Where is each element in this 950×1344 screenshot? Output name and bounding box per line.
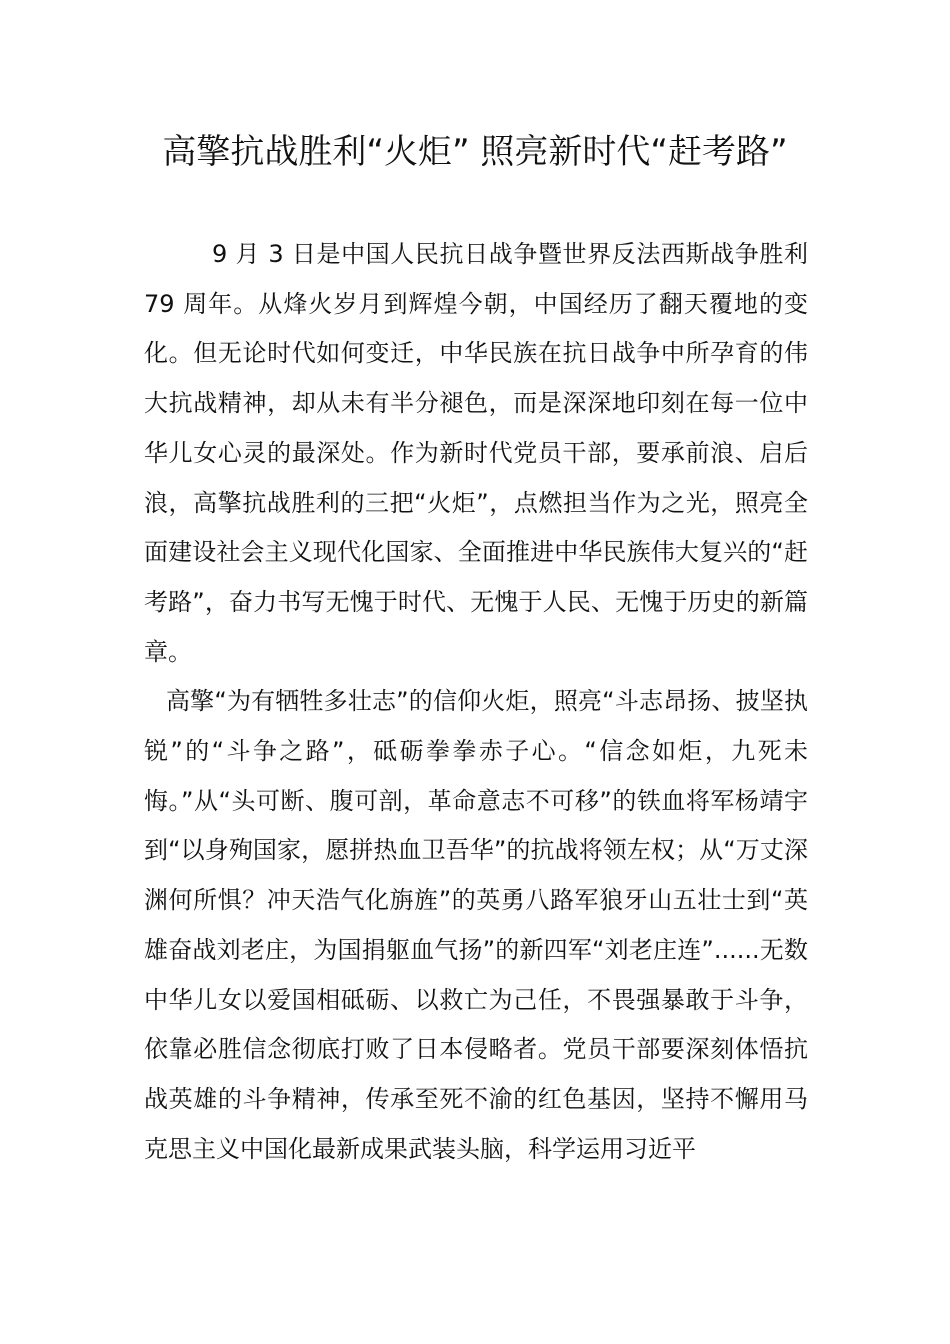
document-title: 高擎抗战胜利“火炬” 照亮新时代“赶考路” bbox=[162, 132, 788, 172]
paragraph-1: 9 月 3 日是中国人民抗日战争暨世界反法西斯战争胜利 79 周年。从烽火岁月到辉煌今朝，中国经历了翻天覆地的变化。但无论时代如何变迁，中华民族在抗日战争中所孕育的伟大抗战精神，却从未有半分褪色，而是深深地印刻在每一位中华儿女心灵的最深处。作为新时代党员干部，要承前浪、启后浪，高擎抗战胜利的三把“火炬”，点燃担当作为之光，照亮全面建设社会主义现代化国家、全面推进中华民族伟大复兴的“赶考路”，奋力书写无愧于时代、无愧于人民、无愧于历史的新篇章。 bbox=[144, 240, 808, 666]
document-body bbox=[144, 230, 808, 1174]
paragraph-2: 高擎“为有牺牲多壮志”的信仰火炬，照亮“斗志昂扬、披坚执锐”的“斗争之路”，砥砺拳拳赤子心。“信念如炬，九死未悔。”从“头可断、腹可剖，革命意志不可移”的铁血将军杨靖宇到“以身殉国家，愿拼热血卫吾华”的抗战将领左权；从“万丈深渊何所惧？冲天浩气化旃旌”的英勇八路军狼牙山五壮士到“英雄奋战刘老庄，为国捐躯血气扬”的新四军“刘老庄连”......无数中华儿女以爱国相砥砺、以救亡为己任，不畏强暴敢于斗争，依靠必胜信念彻底打败了日本侵略者。党员干部要深刻体悟抗战英雄的斗争精神，传承至死不渝的红色基因，坚持不懈用马克思主义中国化最新成果武装头脑，科学运用习近平 bbox=[144, 687, 808, 1163]
